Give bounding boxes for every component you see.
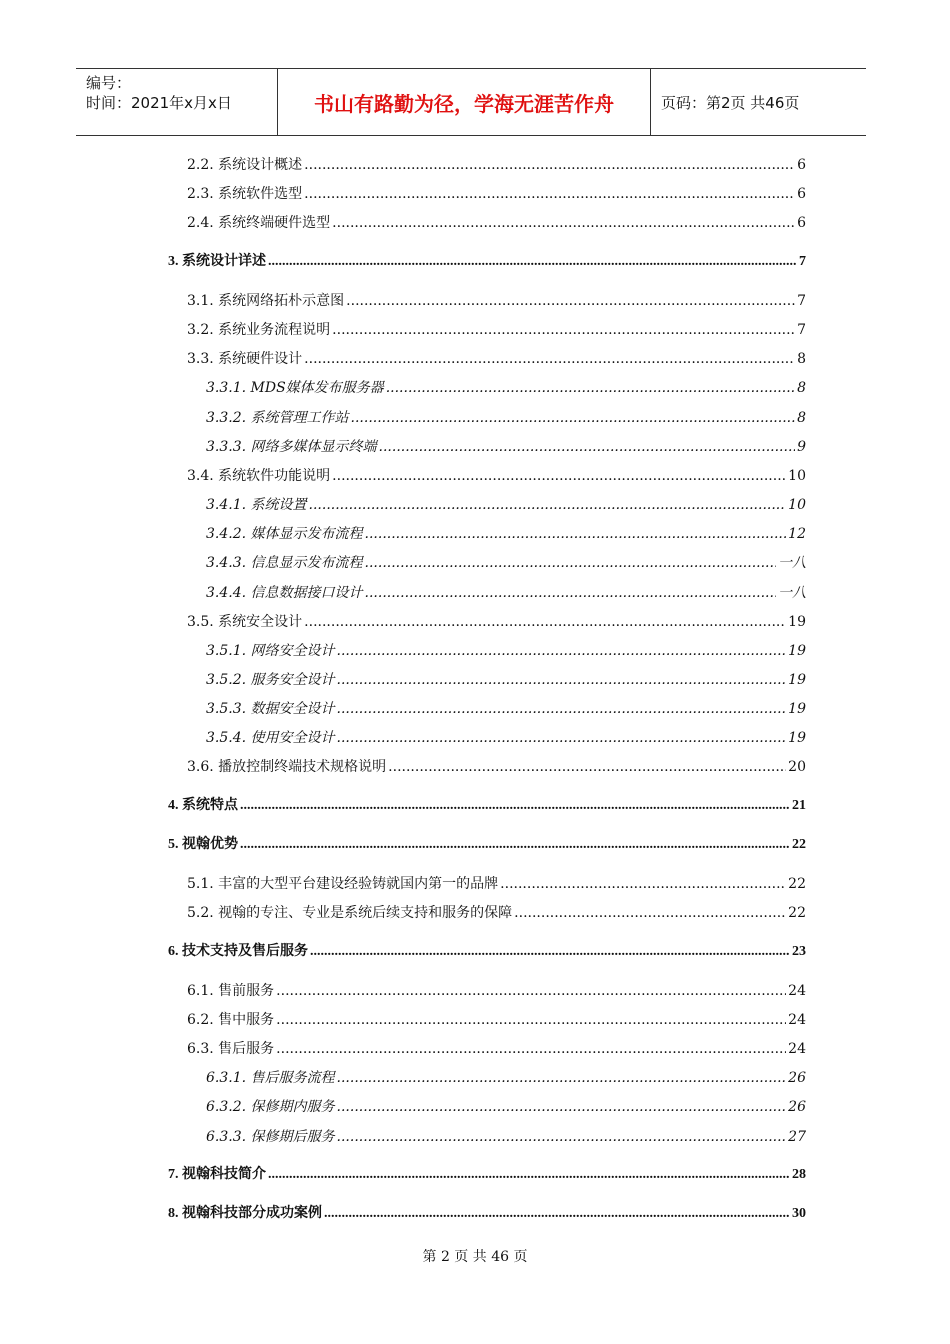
- toc-entry-page: 10: [788, 467, 806, 484]
- toc-entry-page: 27: [788, 1128, 806, 1145]
- toc-entry-title: 3.2. 系统业务流程说明: [187, 322, 331, 339]
- toc-entry-title: 3.4.3. 信息显示发布流程: [206, 555, 363, 572]
- toc-entry-page: 19: [788, 730, 806, 747]
- number-label: 编号：: [86, 74, 132, 92]
- toc-leader-dots: [332, 465, 786, 487]
- header-page-label: 页码：第2页 共46页: [661, 93, 800, 112]
- toc-leader-dots: [304, 183, 795, 205]
- toc-leader-dots: [324, 1203, 790, 1225]
- toc-entry[interactable]: [168, 251, 806, 273]
- toc-leader-dots: [386, 377, 795, 399]
- toc-leader-dots: [240, 834, 790, 856]
- toc-entry-page: 20: [788, 759, 806, 776]
- toc-entry-page: 7: [799, 254, 806, 270]
- toc-entry-title: 3.4. 系统软件功能说明: [187, 467, 331, 484]
- toc-entry-title: 3.3.2. 系统管理工作站: [206, 409, 349, 426]
- toc-entry-title: 3.3.3. 网络多媒体显示终端: [206, 438, 377, 455]
- toc-entry-page: 22: [792, 837, 806, 853]
- toc-entry[interactable]: [168, 552, 806, 574]
- header-info-cell: [76, 69, 278, 135]
- toc-leader-dots: [276, 1009, 786, 1031]
- toc-leader-dots: [337, 1126, 787, 1148]
- toc-entry-title: 3.4.1. 系统设置: [206, 497, 307, 514]
- toc-entry[interactable]: [168, 727, 806, 749]
- toc-entry-title: 5.2. 视翰的专注、专业是系统后续支持和服务的保障: [187, 905, 513, 922]
- toc-leader-dots: [500, 873, 786, 895]
- toc-entry-title: 3.3.1. MDS媒体发布服务器: [206, 380, 384, 397]
- toc-leader-dots: [337, 1096, 787, 1118]
- toc-entry[interactable]: [168, 1067, 806, 1089]
- toc-leader-dots: [365, 582, 776, 604]
- toc-entry-title: 6.2. 售中服务: [187, 1011, 275, 1028]
- toc-entry-title: 4. 系统特点: [168, 798, 238, 814]
- toc-entry-page: 26: [788, 1099, 806, 1116]
- toc-entry-title: 3. 系统设计详述: [168, 254, 266, 270]
- toc-entry-page: 24: [788, 982, 806, 999]
- toc-entry-page: 24: [788, 1041, 806, 1058]
- toc-entry[interactable]: [168, 1203, 806, 1225]
- toc-entry-page: 19: [788, 613, 806, 630]
- toc-entry-page: 22: [788, 905, 806, 922]
- toc-entry[interactable]: [168, 290, 806, 312]
- toc-entry-page: 一八: [778, 584, 806, 601]
- toc-entry[interactable]: [168, 902, 806, 924]
- toc-entry-title: 3.5.1. 网络安全设计: [206, 642, 335, 659]
- toc-entry-page: 22: [788, 875, 806, 892]
- toc-entry-page: 8: [797, 380, 806, 397]
- toc-entry[interactable]: [168, 834, 806, 856]
- toc-entry[interactable]: [168, 698, 806, 720]
- toc-entry-page: 6: [797, 157, 806, 173]
- toc-entry[interactable]: [168, 436, 806, 458]
- toc-entry[interactable]: [168, 212, 806, 234]
- toc-leader-dots: [388, 756, 786, 778]
- toc-entry[interactable]: [168, 319, 806, 341]
- toc-entry[interactable]: [168, 465, 806, 487]
- toc-entry[interactable]: [168, 183, 806, 205]
- toc-entry[interactable]: [168, 873, 806, 895]
- toc-leader-dots: [332, 319, 795, 341]
- page-header: [76, 68, 866, 136]
- toc-entry-title: 6.3.2. 保修期内服务: [206, 1099, 335, 1116]
- toc-entry[interactable]: [168, 494, 806, 516]
- toc-entry-page: 6: [797, 186, 806, 203]
- toc-leader-dots: [365, 552, 776, 574]
- toc-entry-title: 6.3.1. 售后服务流程: [206, 1070, 335, 1087]
- toc-entry-title: 3.4.2. 媒体显示发布流程: [206, 526, 363, 543]
- toc-entry-page: 19: [788, 642, 806, 659]
- toc-entry-title: 2.2. 系统设计概述: [187, 157, 303, 173]
- toc-entry-page: 10: [788, 497, 806, 514]
- toc-entry[interactable]: [168, 1164, 806, 1186]
- toc-entry-page: 19: [788, 671, 806, 688]
- toc-leader-dots: [337, 640, 787, 662]
- toc-entry-page: 7: [797, 293, 806, 309]
- toc-entry-page: 26: [788, 1070, 806, 1087]
- toc-leader-dots: [337, 727, 787, 749]
- toc-entry[interactable]: [168, 523, 806, 545]
- toc-entry-page: 8: [797, 351, 806, 368]
- toc-entry-title: 2.3. 系统软件选型: [187, 186, 303, 203]
- toc-entry[interactable]: [168, 1126, 806, 1148]
- toc-entry-page: 21: [792, 798, 806, 814]
- toc-entry-title: 3.6. 播放控制终端技术规格说明: [187, 759, 387, 776]
- toc-entry[interactable]: [168, 941, 806, 963]
- toc-entry[interactable]: [168, 377, 806, 399]
- toc-leader-dots: [304, 611, 786, 633]
- toc-leader-dots: [309, 494, 787, 516]
- toc-entry[interactable]: [168, 348, 806, 370]
- toc-entry-title: 3.4.4. 信息数据接口设计: [206, 584, 363, 601]
- toc-entry-title: 3.5. 系统安全设计: [187, 613, 303, 630]
- toc-entry[interactable]: [168, 1096, 806, 1118]
- toc-leader-dots: [351, 407, 796, 429]
- toc-entry-title: 7. 视翰科技简介: [168, 1167, 266, 1183]
- toc-entry-page: 12: [788, 526, 806, 543]
- toc-entry[interactable]: [168, 756, 806, 778]
- toc-leader-dots: [332, 212, 795, 234]
- toc-entry-page: 28: [792, 1167, 806, 1183]
- toc-leader-dots: [337, 669, 787, 691]
- toc-leader-dots: [310, 941, 790, 963]
- toc-entry-title: 3.3. 系统硬件设计: [187, 351, 303, 368]
- toc-entry-page: 8: [797, 409, 806, 426]
- toc-leader-dots: [240, 795, 790, 817]
- toc-leader-dots: [304, 348, 795, 370]
- toc-entry-title: 5.1. 丰富的大型平台建设经验铸就国内第一的品牌: [187, 875, 499, 892]
- toc-leader-dots: [268, 251, 797, 273]
- toc-entry[interactable]: [168, 1009, 806, 1031]
- toc-leader-dots: [337, 1067, 787, 1089]
- toc-entry[interactable]: [168, 611, 806, 633]
- toc-leader-dots: [276, 980, 786, 1002]
- toc-entry-title: 6.3.3. 保修期后服务: [206, 1128, 335, 1145]
- toc-entry-page: 9: [797, 438, 806, 455]
- toc-entry-page: 一八: [778, 555, 806, 572]
- page-footer: 第 2 页 共 46 页: [422, 1249, 528, 1265]
- toc-entry[interactable]: [168, 640, 806, 662]
- toc-leader-dots: [276, 1038, 786, 1060]
- toc-entry-page: 6: [797, 215, 806, 232]
- toc-entry-page: 30: [792, 1206, 806, 1222]
- toc-leader-dots: [379, 436, 796, 458]
- toc-entry[interactable]: [168, 1038, 806, 1060]
- toc-entry-title: 2.4. 系统终端硬件选型: [187, 215, 331, 232]
- toc-entry-title: 8. 视翰科技部分成功案例: [168, 1206, 322, 1222]
- toc-leader-dots: [268, 1164, 790, 1186]
- toc-entry-title: 6.1. 售前服务: [187, 982, 275, 999]
- toc-leader-dots: [365, 523, 787, 545]
- date-label: 时间：2021年x月x日: [86, 94, 232, 112]
- toc-entry-title: 3.5.3. 数据安全设计: [206, 701, 335, 718]
- header-motto: 书山有路勤为径，学海无涯苦作舟: [278, 69, 651, 135]
- toc-entry-title: 3.5.4. 使用安全设计: [206, 730, 335, 747]
- toc-leader-dots: [346, 290, 795, 312]
- toc-entry[interactable]: [168, 795, 806, 817]
- toc-entry-title: 6.3. 售后服务: [187, 1041, 275, 1058]
- toc-entry-title: 6. 技术支持及售后服务: [168, 943, 308, 959]
- toc-entry-title: 5. 视翰优势: [168, 837, 238, 853]
- toc-entry[interactable]: [168, 407, 806, 429]
- toc-leader-dots: [514, 902, 786, 924]
- toc-entry-page: 23: [792, 943, 806, 959]
- toc-leader-dots: [304, 154, 795, 176]
- toc-entry-page: 24: [788, 1011, 806, 1028]
- toc-entry[interactable]: [168, 154, 806, 176]
- toc-leader-dots: [337, 698, 787, 720]
- toc-entry-title: 3.5.2. 服务安全设计: [206, 671, 335, 688]
- toc-entry[interactable]: [168, 582, 806, 604]
- toc-entry-title: 3.1. 系统网络拓朴示意图: [187, 293, 345, 309]
- toc-entry[interactable]: [168, 980, 806, 1002]
- toc-entry-page: 19: [788, 701, 806, 718]
- toc-entry-page: 7: [797, 322, 806, 339]
- toc-entry[interactable]: [168, 669, 806, 691]
